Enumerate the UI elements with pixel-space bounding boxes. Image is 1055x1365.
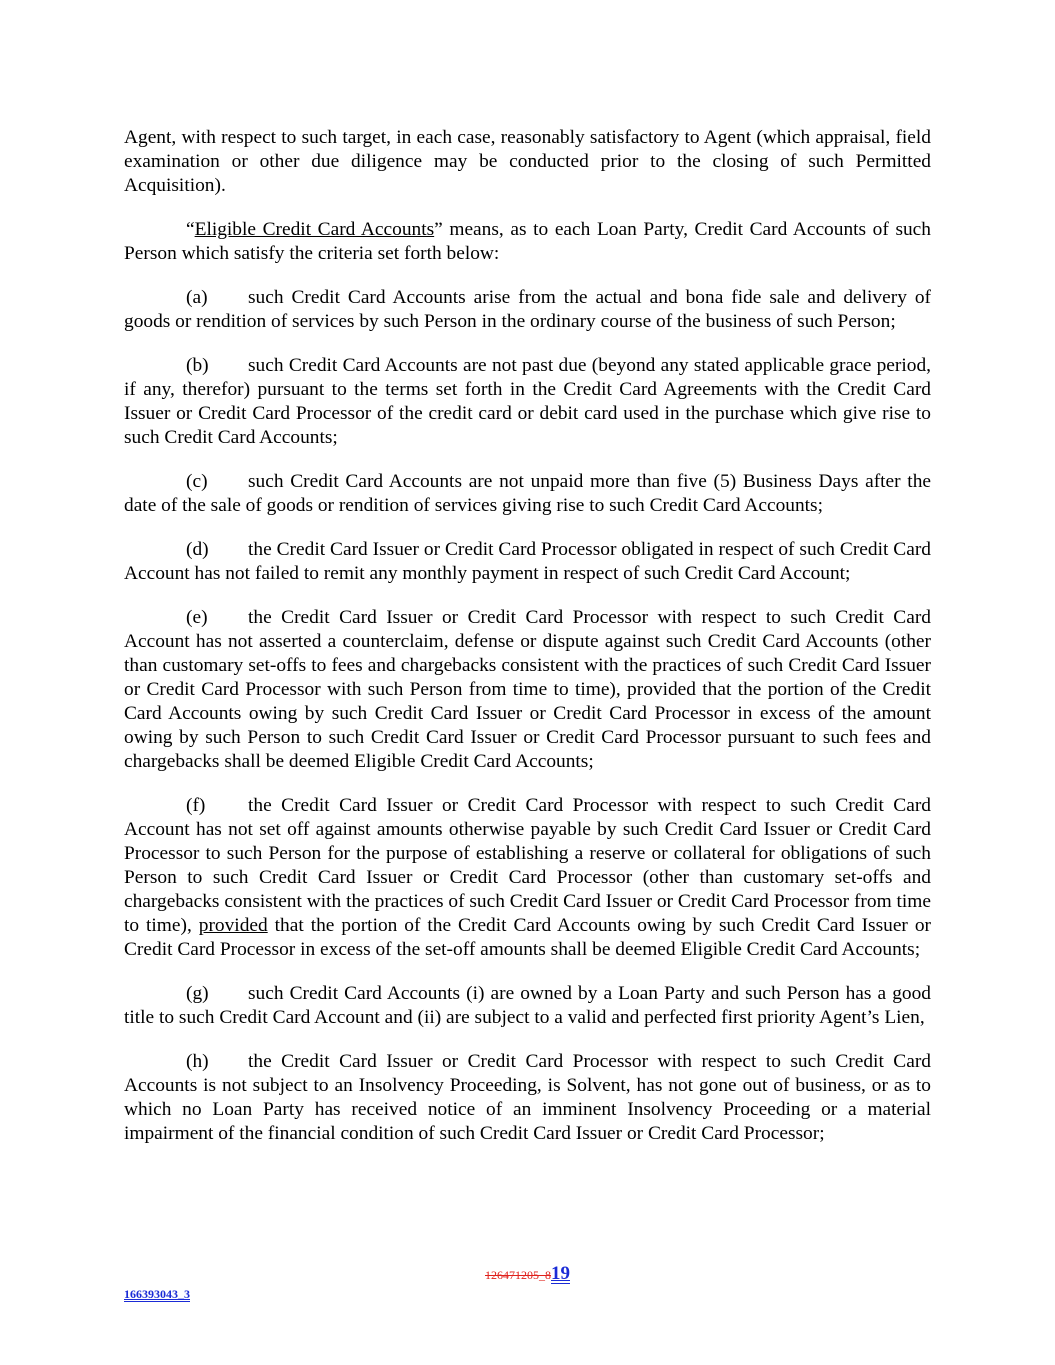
clause-label: (b) xyxy=(186,355,209,376)
clause-g xyxy=(124,982,931,1030)
clause-e xyxy=(124,606,931,774)
clause-c xyxy=(124,470,931,518)
clause-label: (h) xyxy=(186,1051,209,1072)
clause-d xyxy=(124,538,931,586)
document-body xyxy=(124,126,931,1166)
clause-label: (g) xyxy=(186,983,209,1004)
clause-text: the Credit Card Issuer or Credit Card Processor with respect to such Credit Card Account has not set off against amounts otherwise payable by such Credit Card Issuer or Credit Card Processor to such Person for the purpose of establishing a reserve or collateral for obligations of such Person to such Credit Card Issuer or Credit Card Processor (other than customary set-offs and chargebacks consistent with the practices of such Credit Card Issuer or Credit Card Processor from time to time), xyxy=(124,795,931,936)
clause-label: (e) xyxy=(186,607,208,628)
open-quote: “ xyxy=(186,219,195,240)
clause-text: the Credit Card Issuer or Credit Card Processor with respect to such Credit Card Accounts is not subject to an Insolvency Proceeding, is Solvent, has not gone out of business, or as to which no Loan Party has received notice of an imminent Insolvency Proceeding or a material impairment of the financial condition of such Credit Card Issuer or Credit Card Processor; xyxy=(124,1051,931,1144)
clause-label: (a) xyxy=(186,287,208,308)
page-number: 19 xyxy=(551,1263,570,1284)
clause-text: such Credit Card Accounts (i) are owned by a Loan Party and such Person has a good title to such Credit Card Account and (ii) are subject to a valid and perfected first priority Agent’s Lien, xyxy=(124,983,931,1028)
defined-term: Eligible Credit Card Accounts xyxy=(194,219,435,240)
definition-paragraph xyxy=(124,218,931,266)
clause-f xyxy=(124,794,931,962)
clause-text: such Credit Card Accounts arise from the actual and bona fide sale and delivery of goods or rendition of services by such Person in the ordinary course of the business of such Person; xyxy=(124,287,931,332)
document-id: 166393043_3 xyxy=(124,1287,190,1301)
clause-b xyxy=(124,354,931,450)
definition-text: ” means, as to each Loan Party, Credit Card Accounts of such Person which satisfy the criteria set forth below: xyxy=(124,219,931,264)
clause-text-continued: that the portion of the Credit Card Accounts owing by such Credit Card Issuer or Credit Card Processor in excess of the set-off amounts shall be deemed Eligible Credit Card Accounts; xyxy=(124,915,931,960)
clause-h xyxy=(124,1050,931,1146)
clause-text: such Credit Card Accounts are not past due (beyond any stated applicable grace period, if any, therefor) pursuant to the terms set forth in the Credit Card Agreements with the Credit Card Issuer or Credit Card Processor of the credit card or debit card used in the purchase which give rise to such Credit Card Accounts; xyxy=(124,355,931,448)
clause-label: (c) xyxy=(186,471,208,492)
clause-label: (f) xyxy=(186,795,206,816)
clause-text: the Credit Card Issuer or Credit Card Processor obligated in respect of such Credit Card Account has not failed to remit any monthly payment in respect of such Credit Card Account; xyxy=(124,539,931,584)
clause-text: such Credit Card Accounts are not unpaid more than five (5) Business Days after the date of the sale of goods or rendition of services giving rise to such Credit Card Accounts; xyxy=(124,471,931,516)
continuation-paragraph: Agent, with respect to such target, in each case, reasonably satisfactory to Agent (which appraisal, field examination or other due diligence may be conducted prior to the closing of such Permitted Acquisition). xyxy=(124,127,931,196)
clause-underlined-term: provided xyxy=(198,915,268,936)
page-footer xyxy=(0,1263,1055,1285)
clause-a xyxy=(124,286,931,334)
deleted-page-reference: 126471205_8 xyxy=(485,1268,551,1282)
clause-text: the Credit Card Issuer or Credit Card Processor with respect to such Credit Card Account has not asserted a counterclaim, defense or dispute against such Credit Card Accounts (other than customary set-offs to fees and chargebacks consistent with the practices of such Credit Card Issuer or Credit Card Processor with such Person from time to time), provided that the portion of the Credit Card Accounts owing by such Credit Card Issuer or Credit Card Processor in excess of the amount owing by such Person to such Credit Card Issuer or Credit Card Processor pursuant to such fees and chargebacks shall be deemed Eligible Credit Card Accounts; xyxy=(124,607,931,772)
clause-label: (d) xyxy=(186,539,209,560)
